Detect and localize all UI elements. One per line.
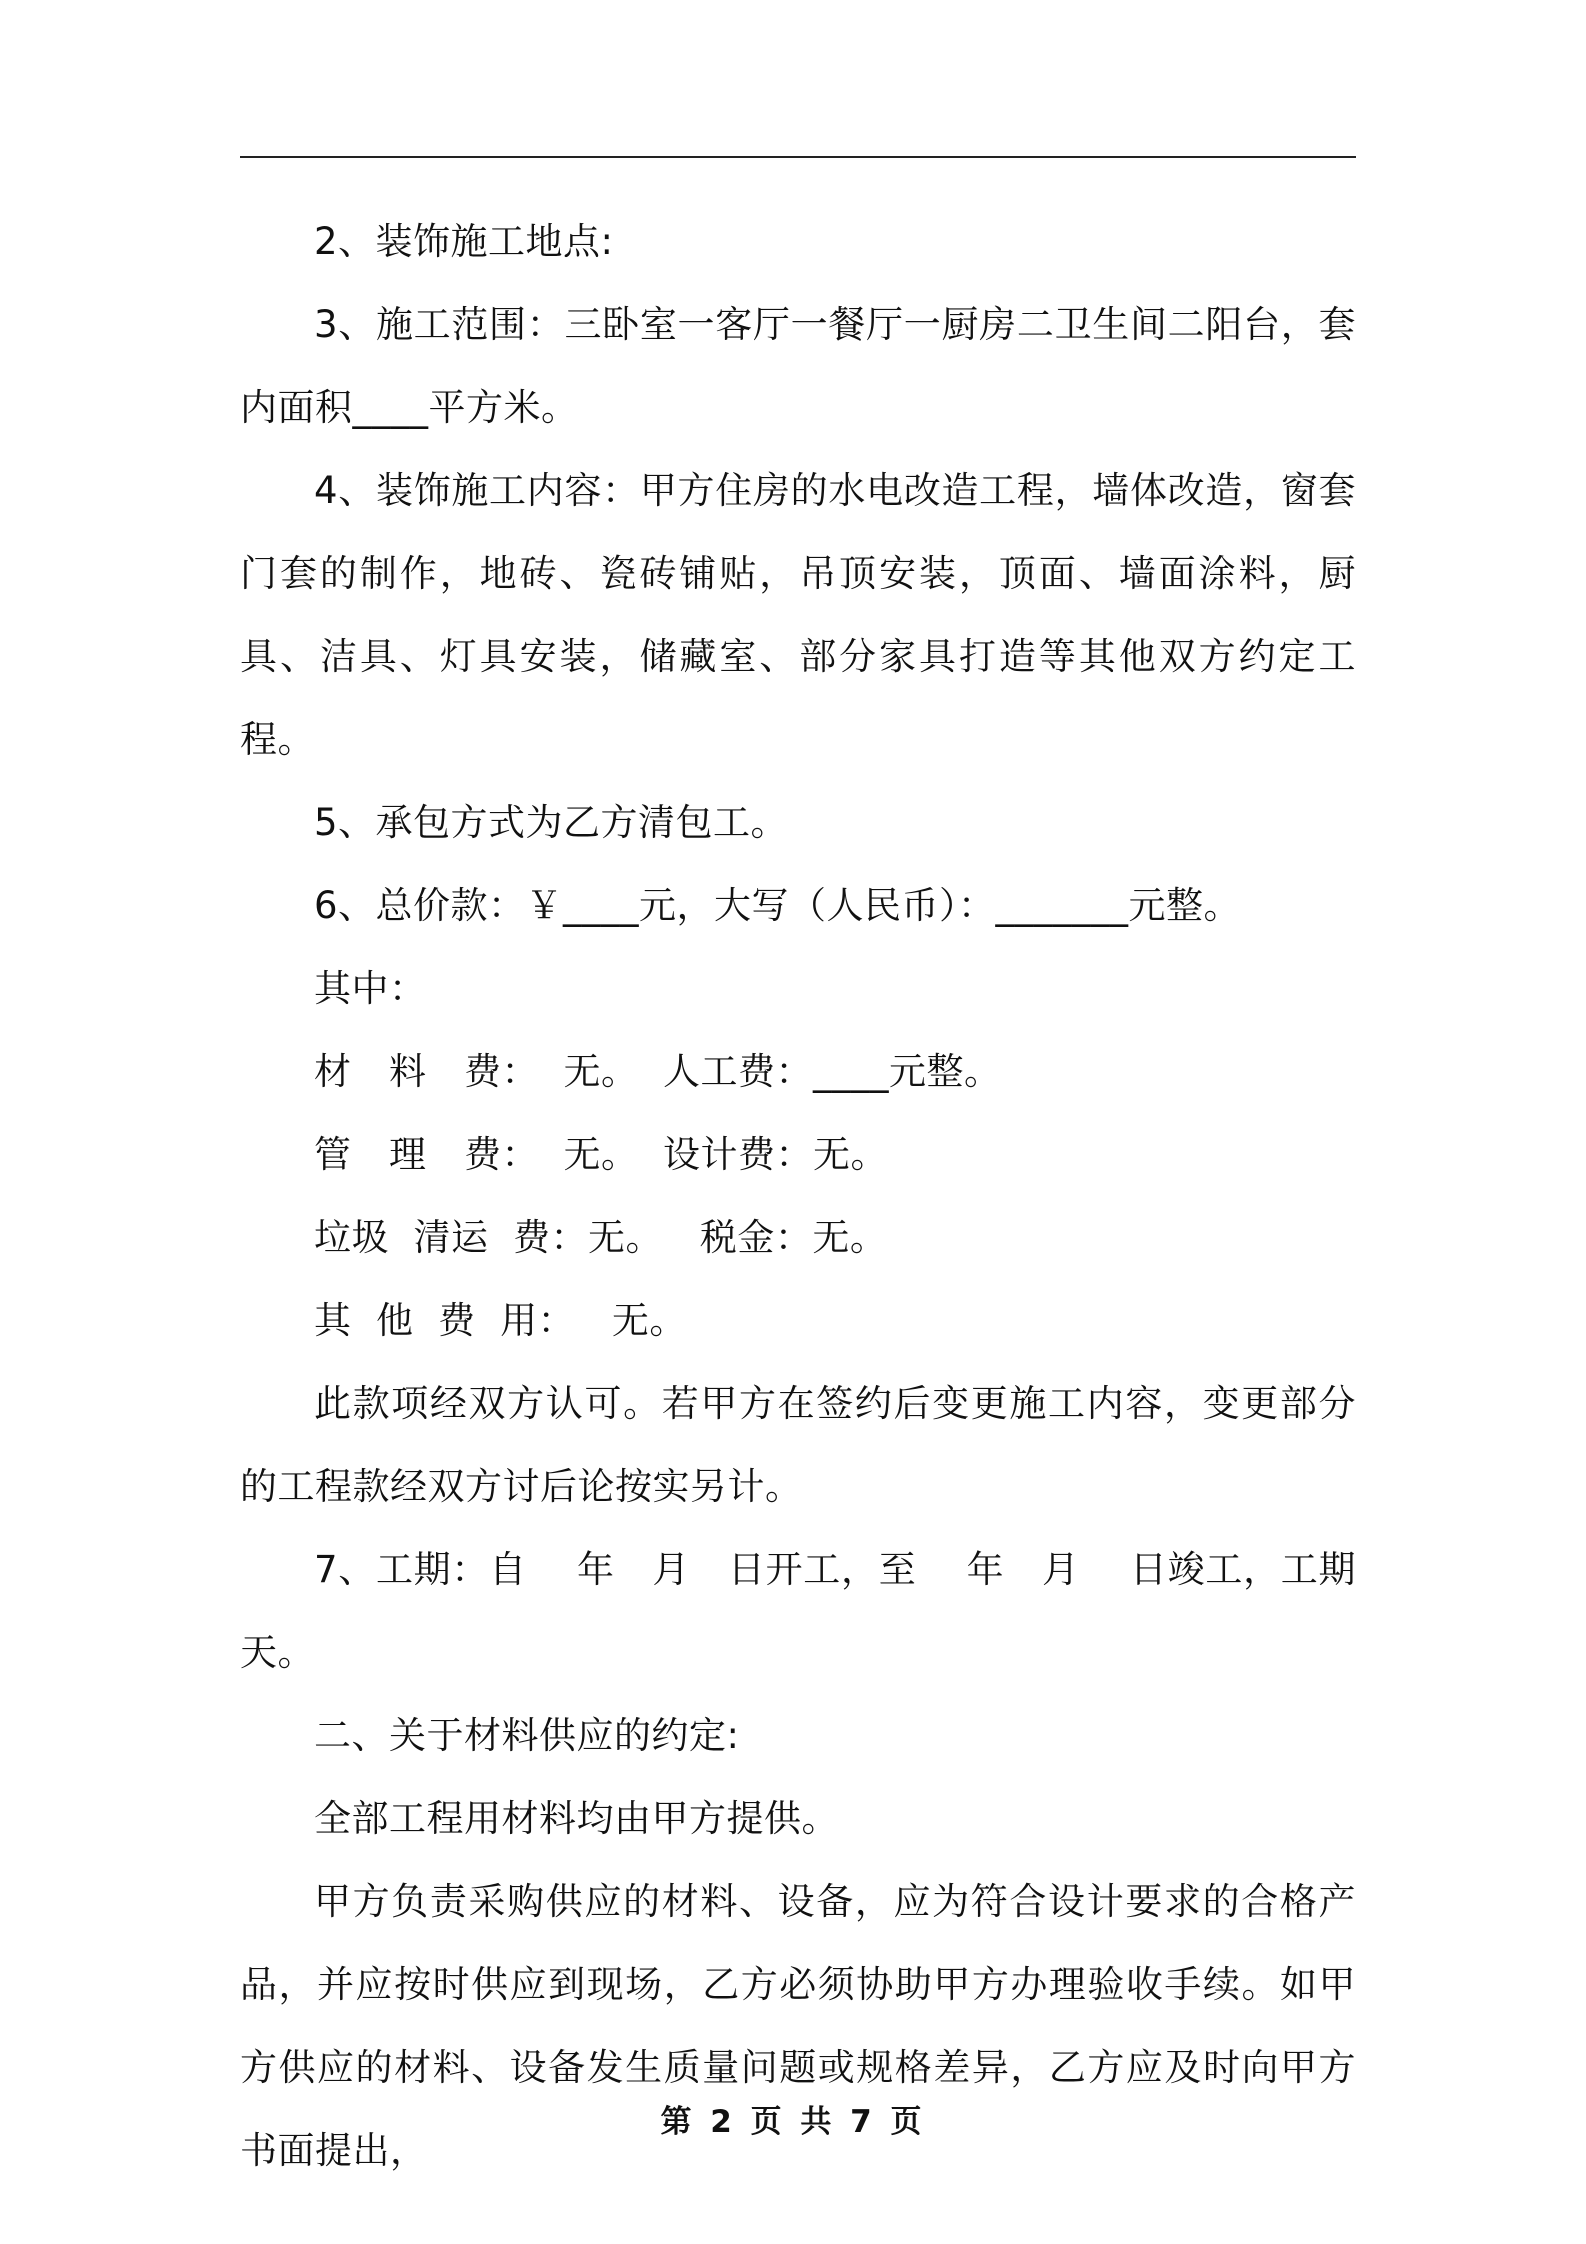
fee-line-materials-labor: 材 料 费： 无。 人工费：____元整。: [314, 1050, 1002, 1093]
page-number-footer: 第 2 页 共 7 页: [660, 2104, 926, 2140]
materials-supply-terms: 甲方负责采购供应的材料、设备，应为符合设计要求的合格产品，并应按时供应到现场，乙方必须协助甲方办理验收手续。如甲方供应的材料、设备发生质量问题或规格差异，乙方应及时向甲方书面提出，: [240, 1880, 1356, 2172]
clause-3-scope: 3、施工范围：三卧室一客厅一餐厅一厨房二卫生间二阳台，套内面积____平方米。: [240, 303, 1356, 429]
clause-4-content: 4、装饰施工内容：甲方住房的水电改造工程，墙体改造，窗套门套的制作，地砖、瓷砖铺贴，吊顶安装，顶面、墙面涂料，厨具、洁具、灯具安装，储藏室、部分家具打造等其他双方约定工程。: [240, 469, 1356, 761]
clause-7-schedule: 7、工期：自 年 月 日开工，至 年 月 日竣工，工期 天。: [240, 1548, 1394, 1674]
clause-5-contract-mode: 5、承包方式为乙方清包工。: [314, 801, 789, 844]
clause-2-location: 2、装饰施工地点:: [314, 220, 614, 263]
price-change-note: 此款项经双方认可。若甲方在签约后变更施工内容，变更部分的工程款经双方讨后论按实另计。: [240, 1382, 1356, 1508]
fee-line-management-design: 管 理 费： 无。 设计费：无。: [314, 1133, 889, 1176]
fee-line-other: 其 他 费 用： 无。: [314, 1299, 687, 1342]
section-2-heading: 二、关于材料供应的约定:: [314, 1714, 740, 1757]
fee-breakdown-heading: 其中：: [314, 967, 427, 1010]
fee-line-waste-tax: 垃圾 清运 费：无。 税金：无。: [314, 1216, 888, 1259]
clause-6-total-price: 6、总价款：￥____元，大写（人民币）：_______元整。: [314, 884, 1242, 927]
header-divider: [240, 156, 1356, 158]
document-body: [240, 200, 1394, 2192]
materials-supply-statement: 全部工程用材料均由甲方提供。: [314, 1797, 839, 1840]
